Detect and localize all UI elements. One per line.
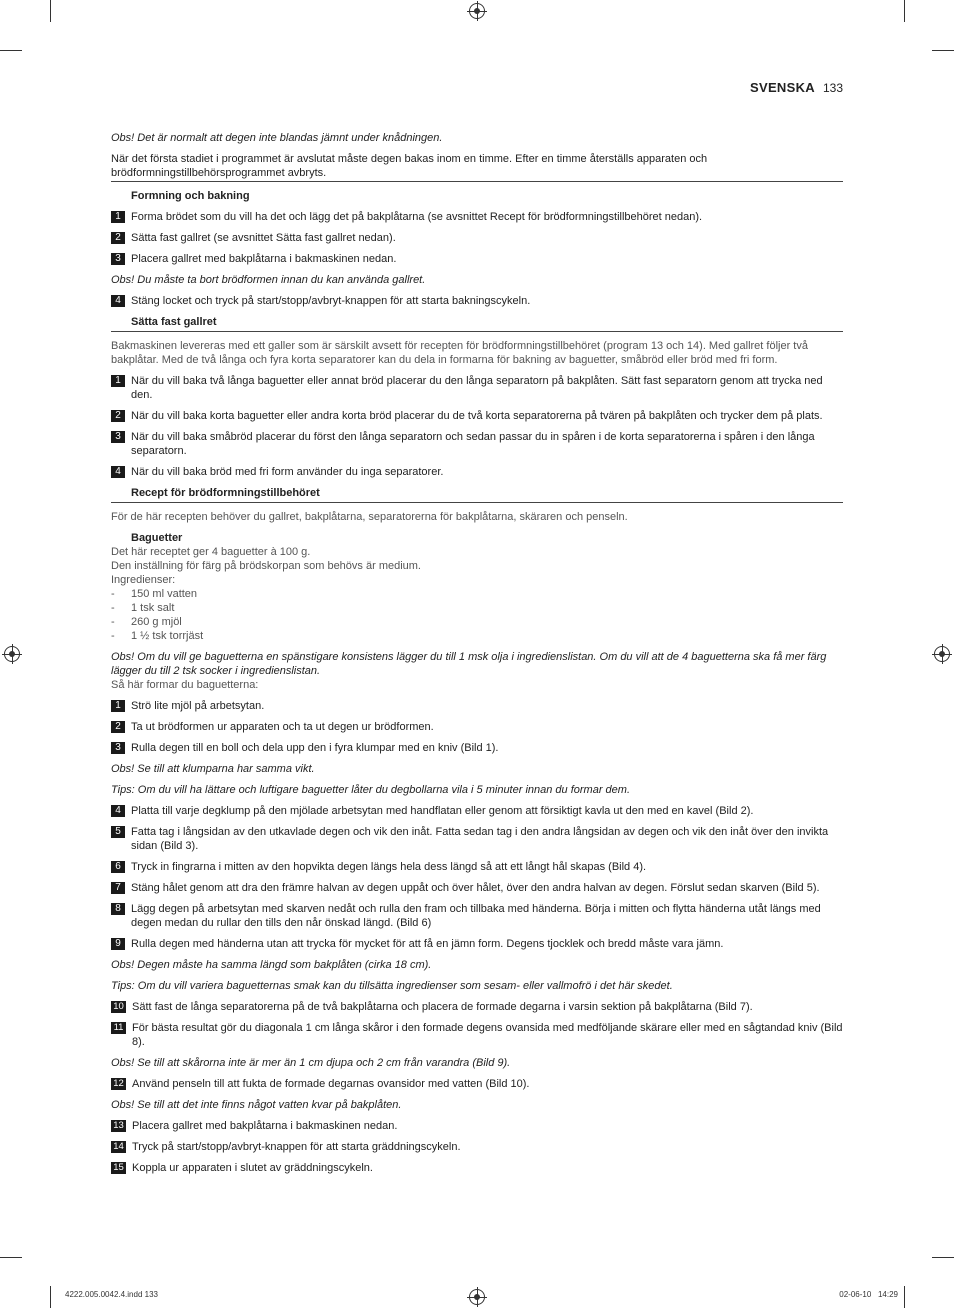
- step-text: Fatta tag i långsidan av den utkavlade degen och vik den inåt. Fatta sedan tag i den andra långsidan av degen och vik den inåt över den invikta sidan (Bild 3).: [131, 826, 829, 852]
- recipe-line: Det här receptet ger 4 baguetter à 100 g.: [111, 546, 311, 558]
- step-item: [111, 937, 843, 951]
- step-number: 7: [111, 882, 125, 894]
- crop-mark: [50, 1286, 51, 1308]
- note-text: Obs! Degen måste ha samma längd som bakplåten (cirka 18 cm).: [111, 959, 432, 971]
- step-item: [111, 210, 843, 224]
- step-item: [111, 741, 843, 755]
- recipe-title: Baguetter: [131, 532, 183, 544]
- step-item: [111, 804, 843, 818]
- step-item: [111, 1000, 843, 1014]
- ingredient-item: - 1 ½ tsk torrjäst: [111, 630, 204, 642]
- step-number: 12: [111, 1078, 126, 1090]
- section3-steps: [111, 699, 843, 1175]
- footer-date: 02-06-10: [839, 1290, 872, 1299]
- step-number: 2: [111, 410, 125, 422]
- intro-note: Obs! Det är normalt att degen inte blandas jämnt under knådningen.: [111, 132, 443, 144]
- note-text: Tips: Om du vill ha lättare och luftigare baguetter låter du degbollarna vila i 5 minuter innan du formar dem.: [111, 784, 631, 796]
- section-title: Recept för brödformningstillbehöret: [111, 486, 843, 503]
- step-number: 2: [111, 721, 125, 733]
- step-item: [111, 1140, 843, 1154]
- section1-note: Obs! Du måste ta bort brödformen innan du kan använda gallret.: [111, 274, 426, 286]
- step-number: 5: [111, 826, 125, 838]
- step-number: 10: [111, 1001, 126, 1013]
- note-text: Obs! Se till att klumparna har samma vikt.: [111, 763, 315, 775]
- section1-steps: [111, 210, 843, 266]
- step-number: 3: [111, 253, 125, 265]
- step-number: 8: [111, 903, 125, 915]
- step-item: [111, 1119, 843, 1133]
- section-title: Sätta fast gallret: [111, 315, 843, 332]
- crop-mark: [50, 0, 51, 22]
- page-content: [111, 131, 843, 1182]
- registration-mark-icon: [469, 3, 485, 19]
- step-text: När du vill baka korta baguetter eller andra korta bröd placerar du de två korta separatorerna på tvären på bakplåten och trycker dem på plats.: [131, 410, 823, 422]
- crop-mark: [904, 1286, 905, 1308]
- step-number: 4: [111, 805, 125, 817]
- page-header: [750, 80, 843, 95]
- language-label: SVENSKA: [750, 80, 815, 95]
- note-text: Obs! Se till att det inte finns något vatten kvar på bakplåten.: [111, 1099, 402, 1111]
- step-item: [111, 902, 843, 930]
- step-text: Placera gallret med bakplåtarna i bakmaskinen nedan.: [131, 253, 397, 265]
- step-item: [111, 409, 843, 423]
- step-text: Sätt fast de långa separatorerna på de två bakplåtarna och placera de formade degarna i varsin sektion på bakplåtarna (Bild 7).: [132, 1001, 753, 1013]
- step-text: Ta ut brödformen ur apparaten och ta ut degen ur brödformen.: [131, 721, 434, 733]
- ingredient-item: - 150 ml vatten: [111, 588, 198, 600]
- step-text: Forma brödet som du vill ha det och lägg det på bakplåtarna (se avsnittet Recept för brödformningstillbehöret nedan).: [131, 211, 703, 223]
- step-number: 1: [111, 700, 125, 712]
- step-item: [111, 1161, 843, 1175]
- crop-mark: [932, 50, 954, 51]
- step-number: 15: [111, 1162, 126, 1174]
- note-text: Obs! Se till att skårorna inte är mer än 1 cm djupa och 2 cm från varandra (Bild 9).: [111, 1057, 511, 1069]
- footer-time: 14:29: [877, 1290, 898, 1299]
- crop-mark: [904, 0, 905, 22]
- intro-paragraph: När det första stadiet i programmet är avslutat måste degen bakas inom en timme. Efter en timme återställs apparaten och brödformningstillbehörsprogrammet avbryts.: [111, 152, 843, 182]
- step-number: 3: [111, 431, 125, 443]
- crop-mark: [932, 1257, 954, 1258]
- step-text: Rulla degen med händerna utan att trycka för mycket för att få en jämn form. Degens tjocklek och bredd måste vara jämn.: [131, 938, 724, 950]
- section-title: Formning och bakning: [131, 190, 250, 202]
- note-text: Tips: Om du vill variera baguetternas smak kan du tillsätta ingredienser som sesam- eller vallmofrö i det här skedet.: [111, 980, 673, 992]
- step-text: Placera gallret med bakplåtarna i bakmaskinen nedan.: [132, 1120, 398, 1132]
- registration-mark-icon: [934, 646, 950, 662]
- step-item: [111, 1077, 843, 1091]
- step-text: Strö lite mjöl på arbetsytan.: [131, 700, 265, 712]
- footer-file: 4222.005.0042.4.indd 133: [65, 1290, 158, 1299]
- ingredient-item: - 1 tsk salt: [111, 602, 175, 614]
- step-item: [111, 294, 843, 308]
- step-text: Tryck in fingrarna i mitten av den hopvikta degen längs hela dess längd så att ett långt hål skapas (Bild 4).: [131, 861, 647, 873]
- step-item: [111, 825, 843, 853]
- step-item: [111, 465, 843, 479]
- step-item: [111, 231, 843, 245]
- step-item: [111, 860, 843, 874]
- step-text: Rulla degen till en boll och dela upp den i fyra klumpar med en kniv (Bild 1).: [131, 742, 499, 754]
- step-number: 4: [111, 295, 125, 307]
- oil-note: Obs! Om du vill ge baguetterna en spänstigare konsistens lägger du till 1 msk olja i ingredienslistan. Om du vill att de 4 baguetterna ska få mer färg lägger du till 2 tsk socker i ingredienslistan.: [111, 651, 827, 677]
- step-text: När du vill baka småbröd placerar du först den långa separatorn och sedan passar du in spåren i de korta separatorerna i spåren i den långa separatorn.: [131, 431, 815, 457]
- step-item: [111, 720, 843, 734]
- step-number: 11: [111, 1022, 126, 1034]
- step-number: 13: [111, 1120, 126, 1132]
- page-number: 133: [822, 81, 843, 95]
- step-text: Tryck på start/stopp/avbryt-knappen för att starta gräddningscykeln.: [132, 1141, 461, 1153]
- step-text: När du vill baka bröd med fri form använder du inga separatorer.: [131, 466, 444, 478]
- section2-steps: [111, 374, 843, 479]
- step-text: När du vill baka två långa baguetter eller annat bröd placerar du den långa separatorn på bakplåten. Sätt fast separatorn genom att trycka ned den.: [131, 375, 823, 401]
- step-text: Sätta fast gallret (se avsnittet Sätta fast gallret nedan).: [131, 232, 396, 244]
- step-item: [111, 252, 843, 266]
- how-to-line: Så här formar du baguetterna:: [111, 679, 259, 691]
- step-text: Använd penseln till att fukta de formade degarnas ovansidor med vatten (Bild 10).: [132, 1078, 530, 1090]
- step-number: 3: [111, 742, 125, 754]
- step-item: [111, 1021, 843, 1049]
- step-number: 4: [111, 466, 125, 478]
- step-text: Lägg degen på arbetsytan med skarven nedåt och rulla den fram och tillbaka med händerna. Börja i mitten och flytta händerna utåt längs med degen medan du rullar den tills den når önskad längd. (Bild 6): [131, 903, 821, 929]
- step-item: [111, 374, 843, 402]
- step-text: Platta till varje degklump på den mjölade arbetsytan med handflatan eller genom att försiktigt kavla ut den med en kavel (Bild 2).: [131, 805, 754, 817]
- step-text: Stäng locket och tryck på start/stopp/avbryt-knappen för att starta bakningscykeln.: [131, 295, 531, 307]
- section2-intro: Bakmaskinen levereras med ett galler som är särskilt avsett för recepten för brödformningstillbehöret (program 13 och 14). Med gallret följer två bakplåtar. Med de två långa och fyra korta separatorer kan du dela in formarna för bakning av baguetter, småbröd eller bröd med fri form.: [111, 340, 808, 366]
- crop-mark: [0, 1257, 22, 1258]
- step-text: Stäng hålet genom att dra den främre halvan av degen uppåt och över hålet, över den andra halvan av degen. Förslut sedan skarven (Bild 5).: [131, 882, 820, 894]
- recipe-line: Ingredienser:: [111, 574, 176, 586]
- step-number: 1: [111, 211, 125, 223]
- registration-mark-icon: [4, 646, 20, 662]
- step-item: [111, 699, 843, 713]
- registration-mark-icon: [469, 1289, 485, 1305]
- recipe-block: [111, 531, 843, 643]
- step-text: För bästa resultat gör du diagonala 1 cm långa skåror i den formade degens ovansida med medföljande skärare eller med en sågtandad kniv (Bild 8).: [132, 1022, 843, 1048]
- ingredient-item: - 260 g mjöl: [111, 616, 182, 628]
- step-number: 6: [111, 861, 125, 873]
- step-number: 2: [111, 232, 125, 244]
- footer-datetime: [839, 1290, 898, 1299]
- step-number: 14: [111, 1141, 126, 1153]
- crop-mark: [0, 50, 22, 51]
- step-item: [111, 430, 843, 458]
- section3-intro: För de här recepten behöver du gallret, bakplåtarna, separatorerna för bakplåtarna, skäraren och penseln.: [111, 511, 628, 523]
- step-number: 1: [111, 375, 125, 387]
- step-text: Koppla ur apparaten i slutet av gräddningscykeln.: [132, 1162, 373, 1174]
- step-item: [111, 881, 843, 895]
- step-number: 9: [111, 938, 125, 950]
- recipe-line: Den inställning för färg på brödskorpan som behövs är medium.: [111, 560, 421, 572]
